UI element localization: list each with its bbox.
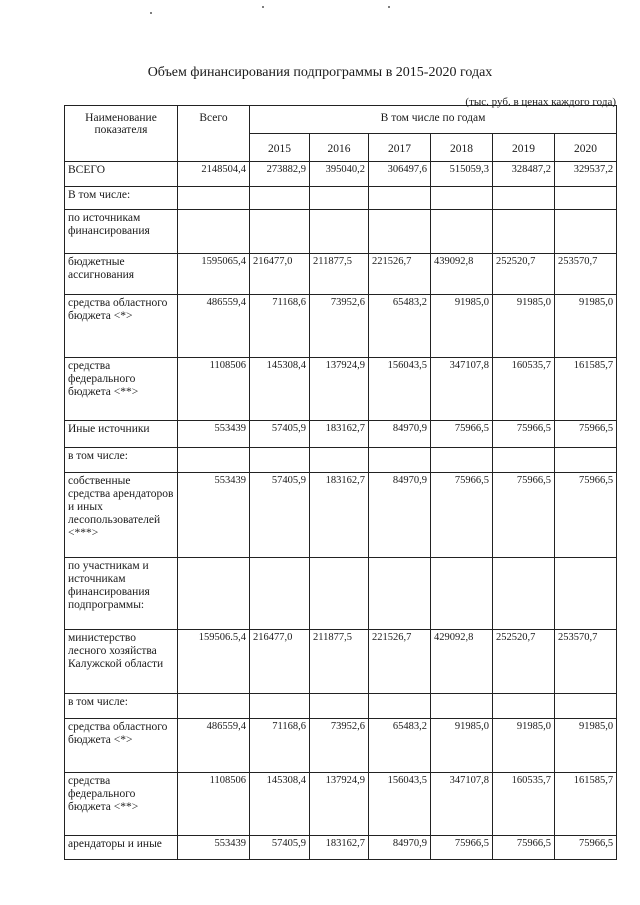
row-label: в том числе: bbox=[65, 448, 178, 473]
year-value-cell: 145308,4 bbox=[250, 358, 310, 421]
year-value-cell: 91985,0 bbox=[493, 295, 555, 358]
year-value-cell bbox=[493, 210, 555, 254]
year-value-cell: 306497,6 bbox=[369, 162, 431, 187]
year-value-cell bbox=[310, 558, 369, 630]
total-value-cell bbox=[178, 558, 250, 630]
total-column-header: Всего bbox=[178, 106, 250, 162]
year-value-cell: 57405,9 bbox=[250, 421, 310, 448]
table-row bbox=[65, 719, 617, 773]
year-value-cell bbox=[431, 558, 493, 630]
year-value-cell: 65483,2 bbox=[369, 719, 431, 773]
year-value-cell bbox=[369, 694, 431, 719]
year-value-cell bbox=[310, 448, 369, 473]
scan-speck bbox=[388, 6, 390, 8]
table-body bbox=[65, 162, 617, 860]
total-value-cell: 553439 bbox=[178, 421, 250, 448]
year-value-cell: 75966,5 bbox=[493, 421, 555, 448]
total-value-cell: 1595065,4 bbox=[178, 254, 250, 295]
year-value-cell: 221526,7 bbox=[369, 254, 431, 295]
year-value-cell: 329537,2 bbox=[555, 162, 617, 187]
year-value-cell: 91985,0 bbox=[555, 719, 617, 773]
year-value-cell: 515059,3 bbox=[431, 162, 493, 187]
year-value-cell: 253570,7 bbox=[555, 630, 617, 694]
years-group-header: В том числе по годам bbox=[250, 106, 617, 134]
row-label: средства федерального бюджета <**> bbox=[65, 773, 178, 836]
row-label: министерство лесного хозяйства Калужской области bbox=[65, 630, 178, 694]
row-label: собственные средства арендаторов и иных лесопользователей <***> bbox=[65, 473, 178, 558]
year-header: 2016 bbox=[310, 134, 369, 162]
year-value-cell: 91985,0 bbox=[431, 719, 493, 773]
row-label: средства областного бюджета <*> bbox=[65, 295, 178, 358]
scan-speck bbox=[262, 6, 264, 8]
total-value-cell: 2148504,4 bbox=[178, 162, 250, 187]
year-value-cell: 183162,7 bbox=[310, 421, 369, 448]
year-value-cell: 160535,7 bbox=[493, 358, 555, 421]
total-value-cell bbox=[178, 694, 250, 719]
year-value-cell bbox=[555, 187, 617, 210]
year-value-cell: 252520,7 bbox=[493, 630, 555, 694]
year-value-cell: 156043,5 bbox=[369, 773, 431, 836]
table-row bbox=[65, 473, 617, 558]
year-value-cell: 137924,9 bbox=[310, 358, 369, 421]
year-header: 2020 bbox=[555, 134, 617, 162]
total-value-cell bbox=[178, 448, 250, 473]
year-value-cell bbox=[310, 694, 369, 719]
table-row bbox=[65, 694, 617, 719]
year-value-cell: 347107,8 bbox=[431, 358, 493, 421]
row-label: Иные источники bbox=[65, 421, 178, 448]
year-value-cell bbox=[555, 448, 617, 473]
row-label: в том числе: bbox=[65, 694, 178, 719]
year-value-cell: 211877,5 bbox=[310, 630, 369, 694]
year-value-cell bbox=[555, 558, 617, 630]
year-value-cell: 137924,9 bbox=[310, 773, 369, 836]
year-value-cell bbox=[250, 448, 310, 473]
year-value-cell bbox=[250, 187, 310, 210]
year-value-cell: 161585,7 bbox=[555, 773, 617, 836]
row-label: средства федерального бюджета <**> bbox=[65, 358, 178, 421]
year-value-cell bbox=[369, 558, 431, 630]
year-value-cell bbox=[493, 448, 555, 473]
year-value-cell: 91985,0 bbox=[431, 295, 493, 358]
year-value-cell bbox=[555, 694, 617, 719]
year-value-cell bbox=[250, 210, 310, 254]
table-row bbox=[65, 558, 617, 630]
table-row bbox=[65, 836, 617, 860]
document-title: Объем финансирования подпрограммы в 2015-2020 годах bbox=[147, 65, 493, 80]
table-row bbox=[65, 773, 617, 836]
table-row bbox=[65, 295, 617, 358]
year-value-cell: 75966,5 bbox=[493, 836, 555, 860]
year-value-cell: 84970,9 bbox=[369, 836, 431, 860]
year-header: 2017 bbox=[369, 134, 431, 162]
year-value-cell: 273882,9 bbox=[250, 162, 310, 187]
total-value-cell: 553439 bbox=[178, 836, 250, 860]
year-value-cell: 429092,8 bbox=[431, 630, 493, 694]
year-value-cell: 75966,5 bbox=[431, 473, 493, 558]
year-value-cell: 65483,2 bbox=[369, 295, 431, 358]
year-value-cell: 183162,7 bbox=[310, 473, 369, 558]
year-value-cell: 84970,9 bbox=[369, 421, 431, 448]
scan-speck bbox=[150, 12, 152, 14]
units-note: (тыс. руб. в ценах каждого года) bbox=[465, 96, 616, 108]
year-value-cell: 216477,0 bbox=[250, 254, 310, 295]
name-column-header: Наименование показателя bbox=[65, 106, 178, 162]
year-value-cell: 75966,5 bbox=[555, 473, 617, 558]
year-value-cell: 75966,5 bbox=[493, 473, 555, 558]
total-value-cell: 486559,4 bbox=[178, 295, 250, 358]
total-value-cell: 1108506 bbox=[178, 358, 250, 421]
year-value-cell: 216477,0 bbox=[250, 630, 310, 694]
year-value-cell bbox=[369, 448, 431, 473]
year-value-cell: 252520,7 bbox=[493, 254, 555, 295]
year-value-cell bbox=[493, 187, 555, 210]
year-header: 2015 bbox=[250, 134, 310, 162]
year-header: 2018 bbox=[431, 134, 493, 162]
year-value-cell bbox=[369, 187, 431, 210]
year-value-cell: 328487,2 bbox=[493, 162, 555, 187]
year-value-cell: 71168,6 bbox=[250, 295, 310, 358]
year-value-cell: 71168,6 bbox=[250, 719, 310, 773]
year-value-cell: 156043,5 bbox=[369, 358, 431, 421]
year-value-cell: 73952,6 bbox=[310, 295, 369, 358]
year-value-cell bbox=[493, 694, 555, 719]
year-value-cell: 91985,0 bbox=[493, 719, 555, 773]
row-label: средства областного бюджета <*> bbox=[65, 719, 178, 773]
year-value-cell: 395040,2 bbox=[310, 162, 369, 187]
year-value-cell: 160535,7 bbox=[493, 773, 555, 836]
table-row bbox=[65, 254, 617, 295]
year-value-cell: 183162,7 bbox=[310, 836, 369, 860]
year-value-cell: 211877,5 bbox=[310, 254, 369, 295]
header-row-1 bbox=[65, 106, 617, 134]
table-row bbox=[65, 421, 617, 448]
year-value-cell: 347107,8 bbox=[431, 773, 493, 836]
year-value-cell: 75966,5 bbox=[431, 421, 493, 448]
table-row bbox=[65, 162, 617, 187]
total-value-cell: 1108506 bbox=[178, 773, 250, 836]
total-value-cell: 553439 bbox=[178, 473, 250, 558]
year-value-cell: 253570,7 bbox=[555, 254, 617, 295]
financing-table bbox=[64, 105, 617, 860]
year-value-cell: 221526,7 bbox=[369, 630, 431, 694]
year-value-cell bbox=[310, 187, 369, 210]
year-value-cell bbox=[250, 694, 310, 719]
year-value-cell bbox=[555, 210, 617, 254]
total-value-cell bbox=[178, 187, 250, 210]
row-label: бюджетные ассигнования bbox=[65, 254, 178, 295]
year-value-cell: 57405,9 bbox=[250, 473, 310, 558]
year-value-cell: 145308,4 bbox=[250, 773, 310, 836]
row-label: по источникам финансирования bbox=[65, 210, 178, 254]
year-value-cell: 57405,9 bbox=[250, 836, 310, 860]
year-value-cell bbox=[310, 210, 369, 254]
year-value-cell: 75966,5 bbox=[555, 421, 617, 448]
table-row bbox=[65, 448, 617, 473]
year-value-cell bbox=[431, 210, 493, 254]
year-value-cell: 161585,7 bbox=[555, 358, 617, 421]
year-value-cell: 73952,6 bbox=[310, 719, 369, 773]
row-label: ВСЕГО bbox=[65, 162, 178, 187]
total-value-cell: 159506.5,4 bbox=[178, 630, 250, 694]
year-value-cell: 84970,9 bbox=[369, 473, 431, 558]
table-row bbox=[65, 630, 617, 694]
row-label: по участникам и источникам финансирования подпрограммы: bbox=[65, 558, 178, 630]
year-value-cell bbox=[431, 187, 493, 210]
year-header: 2019 bbox=[493, 134, 555, 162]
year-value-cell: 439092,8 bbox=[431, 254, 493, 295]
year-value-cell bbox=[369, 210, 431, 254]
year-value-cell bbox=[250, 558, 310, 630]
row-label: В том числе: bbox=[65, 187, 178, 210]
year-value-cell bbox=[493, 558, 555, 630]
year-value-cell bbox=[431, 694, 493, 719]
total-value-cell: 486559,4 bbox=[178, 719, 250, 773]
year-value-cell bbox=[431, 448, 493, 473]
table-row bbox=[65, 210, 617, 254]
row-label: арендаторы и иные bbox=[65, 836, 178, 860]
year-value-cell: 75966,5 bbox=[431, 836, 493, 860]
table-row bbox=[65, 187, 617, 210]
table-row bbox=[65, 358, 617, 421]
year-value-cell: 91985,0 bbox=[555, 295, 617, 358]
year-value-cell: 75966,5 bbox=[555, 836, 617, 860]
total-value-cell bbox=[178, 210, 250, 254]
